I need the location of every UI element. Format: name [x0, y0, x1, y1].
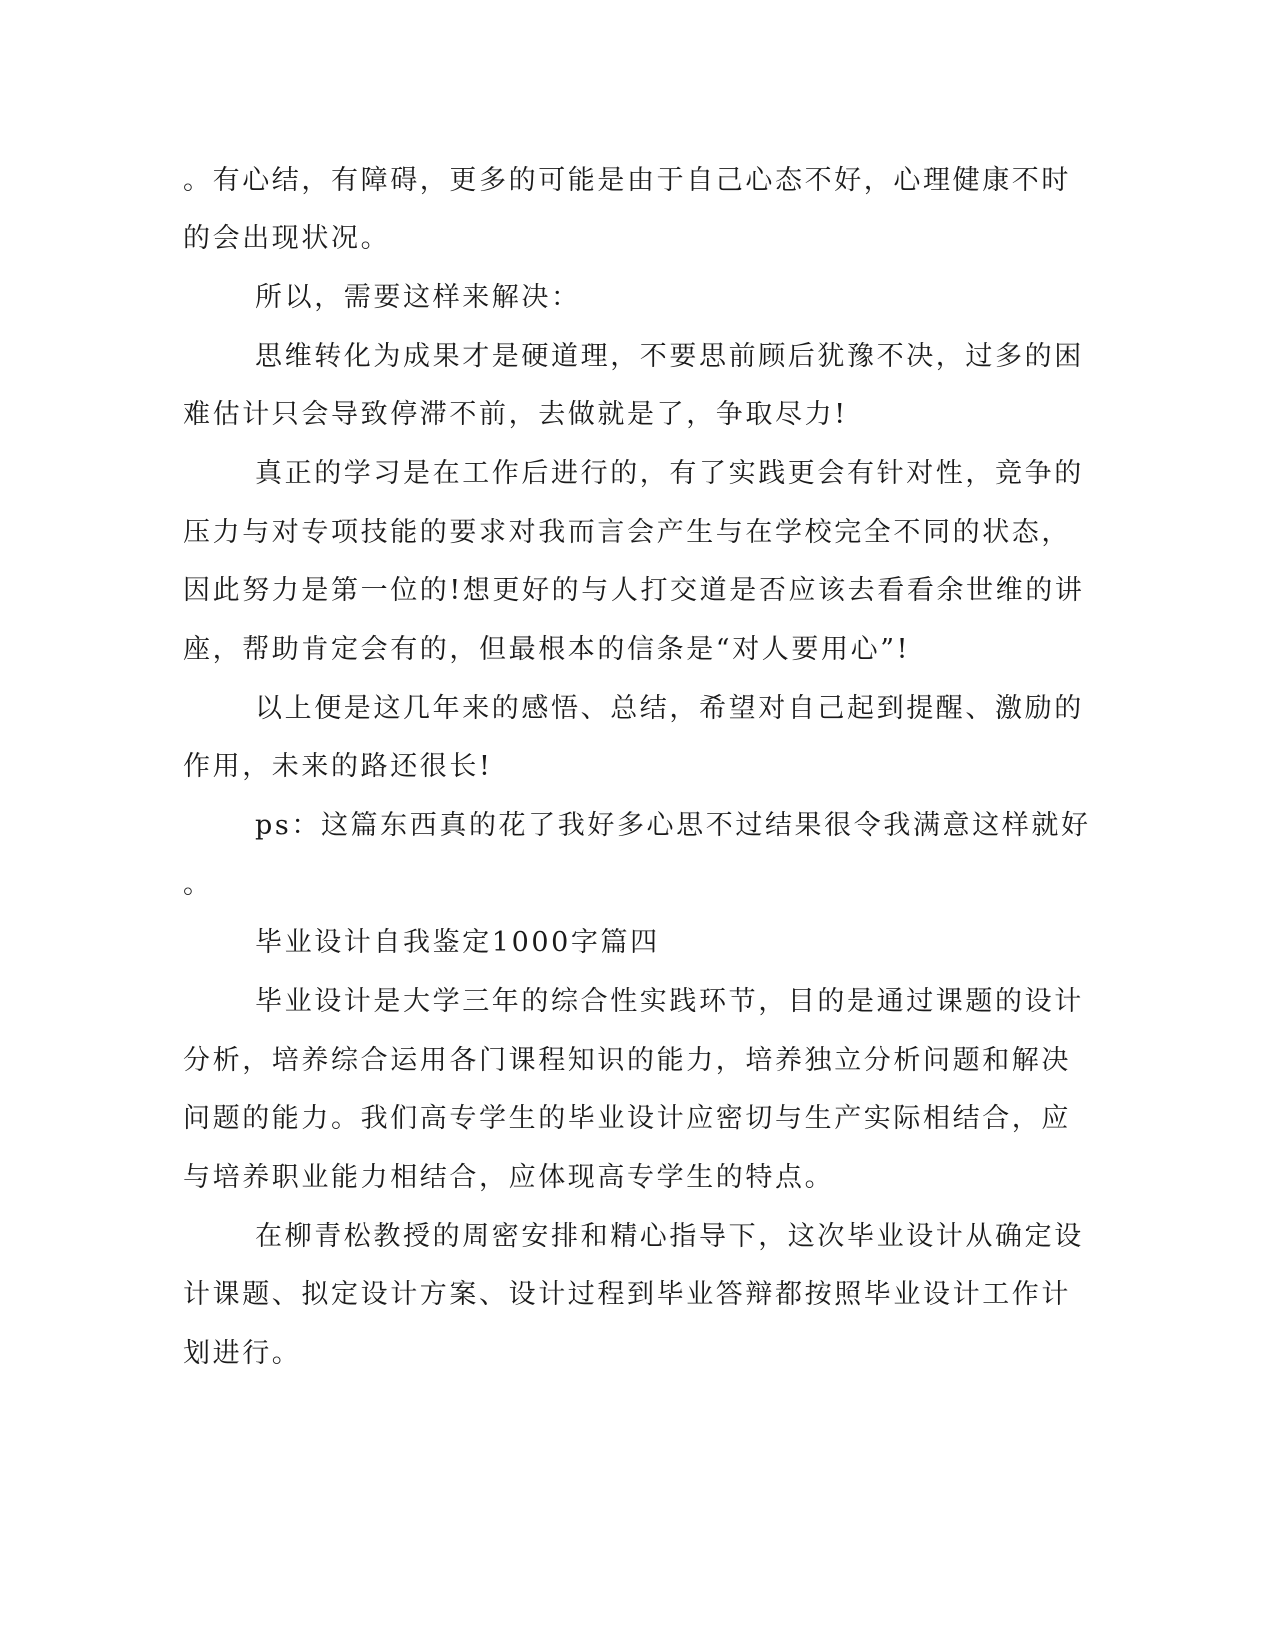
text-line-9: 座，帮助肯定会有的，但最根本的信条是“对人要用心”!: [183, 634, 911, 665]
text-line-7: 压力与对专项技能的要求对我而言会产生与在学校完全不同的状态，: [183, 517, 1071, 548]
text-line-2: 的会出现状况。: [183, 223, 391, 254]
text-line-4: 思维转化为成果才是硬道理，不要思前顾后犹豫不决，过多的困: [255, 341, 1084, 372]
text-line-10: 以上便是这几年来的感悟、总结，希望对自己起到提醒、激励的: [255, 693, 1084, 724]
text-line-18: 与培养职业能力相结合，应体现高专学生的特点。: [183, 1162, 835, 1193]
section-heading: 毕业设计自我鉴定1000字篇四: [255, 927, 660, 958]
text-line-6: 真正的学习是在工作后进行的，有了实践更会有针对性，竞争的: [255, 458, 1084, 489]
text-line-15: 毕业设计是大学三年的综合性实践环节，目的是通过课题的设计: [255, 986, 1084, 1017]
text-line-19: 在柳青松教授的周密安排和精心指导下，这次毕业设计从确定设: [255, 1221, 1084, 1252]
text-line-21: 划进行。: [183, 1338, 302, 1369]
text-line-17: 问题的能力。我们高专学生的毕业设计应密切与生产实际相结合，应: [183, 1103, 1071, 1134]
text-line-11: 作用，未来的路还很长!: [183, 751, 493, 782]
text-line-1: 。有心结，有障碍，更多的可能是由于自己心态不好，心理健康不时: [183, 165, 1071, 196]
text-line-3: 所以，需要这样来解决：: [255, 282, 581, 313]
text-line-20: 计课题、拟定设计方案、设计过程到毕业答辩都按照毕业设计工作计: [183, 1279, 1071, 1310]
text-line-8: 因此努力是第一位的!想更好的与人打交道是否应该去看看余世维的讲: [183, 575, 1085, 606]
text-line-13: 。: [183, 869, 213, 900]
text-line-5: 难估计只会导致停滞不前，去做就是了，争取尽力!: [183, 399, 848, 430]
text-line-16: 分析，培养综合运用各门课程知识的能力，培养独立分析问题和解决: [183, 1045, 1071, 1076]
text-line-12: ps：这篇东西真的花了我好多心思不过结果很令我满意这样就好: [255, 810, 1091, 841]
